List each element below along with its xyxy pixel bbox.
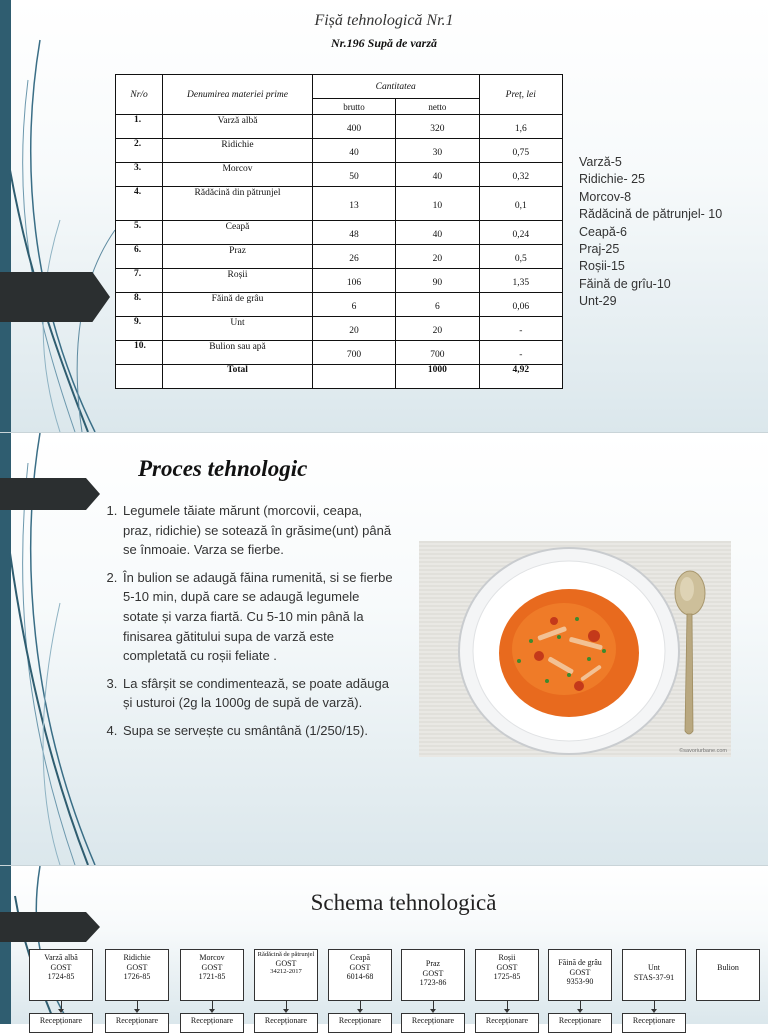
- box-line: GOST: [201, 962, 223, 972]
- cell-price: 0,06: [479, 293, 562, 317]
- ingredient-percentages: [579, 154, 722, 311]
- scheme-box-receiving: Recepționare: [401, 1013, 465, 1033]
- list-item: Morcov-8: [579, 189, 632, 204]
- cell-nr: 9.: [116, 317, 163, 341]
- box-line: 1721-85: [198, 972, 226, 981]
- box-line: 1726-85: [123, 972, 151, 981]
- box-line: GOST: [50, 962, 72, 972]
- cell-netto: 320: [396, 115, 479, 139]
- scheme-box-receiving: Recepționare: [622, 1013, 686, 1033]
- cell-name: Morcov: [163, 163, 313, 187]
- slide-recipe-card: [0, 0, 768, 432]
- cell-nr: 3.: [116, 163, 163, 187]
- scheme-box-receiving: Recepționare: [254, 1013, 318, 1033]
- box-line: 1723-86: [419, 978, 447, 987]
- box-line: Făină de grâu: [558, 958, 602, 967]
- box-line: Bulion: [717, 963, 739, 972]
- flow-arrow: [580, 1001, 581, 1011]
- header-name: Denumirea materiei prime: [163, 75, 313, 115]
- scheme-box: [548, 949, 612, 1001]
- scheme-box-receiving: Recepționare: [105, 1013, 169, 1033]
- cell-empty: [116, 365, 163, 389]
- cell-price: 0,5: [479, 245, 562, 269]
- scheme-box-receiving: Recepționare: [548, 1013, 612, 1033]
- cell-name: Varză albă: [163, 115, 313, 139]
- header-brutto: brutto: [312, 99, 395, 115]
- cell-brutto: 6: [312, 293, 395, 317]
- header-price: Preț, lei: [479, 75, 562, 115]
- flow-arrow: [286, 1001, 287, 1011]
- box-line: GOST: [349, 962, 371, 972]
- table-row: [116, 163, 563, 187]
- scheme-box: [328, 949, 392, 1001]
- box-line: Rădăcină de pătrunjel: [257, 951, 315, 958]
- cell-nr: 10.: [116, 341, 163, 365]
- scheme-box: [180, 949, 244, 1001]
- cell-brutto: 50: [312, 163, 395, 187]
- table-row: [116, 269, 563, 293]
- cell-netto: 90: [396, 269, 479, 293]
- flow-arrow: [654, 1001, 655, 1011]
- cell-brutto: 400: [312, 115, 395, 139]
- scheme-box-receiving: Recepționare: [180, 1013, 244, 1033]
- table-row: [116, 293, 563, 317]
- cell-netto: 10: [396, 187, 479, 221]
- cell-price: 0,24: [479, 221, 562, 245]
- list-item: Roșii-15: [579, 259, 625, 274]
- box-line: GOST: [422, 968, 444, 978]
- header-quantity: Cantitatea: [312, 75, 479, 99]
- list-item: Varză-5: [579, 155, 622, 169]
- soup-photo: [419, 541, 731, 757]
- cell-netto: 20: [396, 317, 479, 341]
- cell-nr: 7.: [116, 269, 163, 293]
- page-subtitle: Nr.196 Supă de varză: [330, 36, 437, 50]
- scheme-box: [622, 949, 686, 1001]
- box-line: 1724-85: [47, 972, 75, 981]
- scheme-box-receiving: Recepționare: [29, 1013, 93, 1033]
- cell-nr: 1.: [116, 115, 163, 139]
- box-line: Ridichie: [123, 953, 151, 962]
- cell-netto: 700: [396, 341, 479, 365]
- cell-brutto: 20: [312, 317, 395, 341]
- total-netto: 1000: [396, 365, 479, 389]
- list-item: 3. La sfârșit se condimentează, se poate adăuga și usturoi (2g la 1000g de supă de varză).: [121, 674, 393, 713]
- cell-nr: 4.: [116, 187, 163, 221]
- list-item: Praj-25: [579, 242, 620, 257]
- cell-price: -: [479, 341, 562, 365]
- cell-brutto: 48: [312, 221, 395, 245]
- flow-arrow: [433, 1001, 434, 1011]
- section-tab: [0, 478, 100, 510]
- photo-credit: ©savoriurbane.com: [679, 748, 727, 754]
- box-line: 6014-68: [346, 972, 374, 981]
- cell-netto: 20: [396, 245, 479, 269]
- flow-arrow: [61, 1001, 62, 1011]
- box-line: GOST: [496, 962, 518, 972]
- cell-price: -: [479, 317, 562, 341]
- scheme-box-receiving: Recepționare: [475, 1013, 539, 1033]
- cell-brutto: 106: [312, 269, 395, 293]
- list-item: Unt-29: [579, 294, 617, 309]
- scheme-box: [254, 949, 318, 1001]
- scheme-box: [696, 949, 760, 1001]
- cell-price: 0,1: [479, 187, 562, 221]
- scheme-title: Schema tehnologică: [310, 890, 497, 915]
- cell-name: Praz: [163, 245, 313, 269]
- soup-bowl-image: [419, 541, 731, 757]
- cell-netto: 6: [396, 293, 479, 317]
- list-item: Făină de grîu-10: [579, 276, 671, 291]
- cell-brutto: 13: [312, 187, 395, 221]
- cell-name: Rădăcină din pătrunjel: [163, 187, 313, 221]
- box-line: GOST: [275, 958, 297, 968]
- scheme-box-receiving: Recepționare: [328, 1013, 392, 1033]
- cell-name: Unt: [163, 317, 313, 341]
- cell-name: Bulion sau apă: [163, 341, 313, 365]
- table-row: [116, 245, 563, 269]
- list-item: 4. Supa se servește cu smântână (1/250/15).: [121, 721, 393, 741]
- scheme-box: [105, 949, 169, 1001]
- total-label: Total: [163, 365, 313, 389]
- ingredients-table: [115, 74, 563, 389]
- cell-netto: 30: [396, 139, 479, 163]
- box-line: GOST: [126, 962, 148, 972]
- scheme-box: [475, 949, 539, 1001]
- total-price: 4,92: [479, 365, 562, 389]
- cell-price: 0,75: [479, 139, 562, 163]
- cell-nr: 5.: [116, 221, 163, 245]
- section-title: Proces tehnologic: [138, 456, 308, 481]
- box-line: Ceapă: [350, 953, 370, 962]
- box-line: 9353-90: [566, 977, 594, 986]
- table-row: [116, 317, 563, 341]
- cell-name: Făină de grâu: [163, 293, 313, 317]
- cell-price: 1,6: [479, 115, 562, 139]
- cell-name: Ceapă: [163, 221, 313, 245]
- table-row: [116, 221, 563, 245]
- section-tab: [0, 272, 110, 322]
- cell-name: Roșii: [163, 269, 313, 293]
- cell-brutto: 700: [312, 341, 395, 365]
- flow-arrow: [212, 1001, 213, 1011]
- cell-nr: 2.: [116, 139, 163, 163]
- table-total-row: [116, 365, 563, 389]
- table-row: [116, 341, 563, 365]
- scheme-box: [29, 949, 93, 1001]
- list-item: Ridichie- 25: [579, 172, 646, 187]
- header-netto: netto: [396, 99, 479, 115]
- table-row: [116, 187, 563, 221]
- box-line: Varză albă: [44, 953, 78, 962]
- section-tab: [0, 912, 100, 942]
- flow-arrow: [507, 1001, 508, 1011]
- box-line: Roșii: [498, 953, 516, 962]
- cell-netto: 40: [396, 163, 479, 187]
- box-line: 34212-2017: [270, 968, 302, 975]
- list-item: Rădăcină de pătrunjel- 10: [579, 207, 723, 222]
- list-item: 2. În bulion se adaugă făina rumenită, si se fierbe 5-10 min, după care se adaugă legumele sotate și varza fiartă. Cu 5-10 min până la finisarea gătitului supa de varză este completată cu roșii feliate .: [121, 568, 393, 666]
- box-line: 1725-85: [493, 972, 521, 981]
- scheme-box: [401, 949, 465, 1001]
- cell-name: Ridichie: [163, 139, 313, 163]
- table-row: [116, 139, 563, 163]
- box-line: Praz: [425, 959, 441, 968]
- page-title: Fișă tehnologică Nr.1: [314, 12, 454, 29]
- cell-nr: 6.: [116, 245, 163, 269]
- flow-arrow: [360, 1001, 361, 1011]
- cell-brutto: 26: [312, 245, 395, 269]
- cell-brutto: 40: [312, 139, 395, 163]
- flow-arrow: [137, 1001, 138, 1011]
- box-line: Morcov: [199, 953, 225, 962]
- cell-price: 1,35: [479, 269, 562, 293]
- box-line: STAS-37-91: [633, 972, 675, 982]
- cell-empty: [312, 365, 395, 389]
- cell-nr: 8.: [116, 293, 163, 317]
- decorative-curves: [0, 0, 120, 432]
- process-steps: [99, 501, 393, 749]
- table-row: [116, 115, 563, 139]
- list-item: 1. Legumele tăiate mărunt (morcovii, ceapa, praz, ridichie) se sotează în grăsime(unt) până se înmoaie. Varza se fierbe.: [121, 501, 393, 560]
- box-line: Unt: [648, 963, 660, 972]
- list-item: Ceapă-6: [579, 224, 627, 239]
- header-nr: Nr/o: [116, 75, 163, 115]
- cell-netto: 40: [396, 221, 479, 245]
- box-line: GOST: [569, 967, 591, 977]
- cell-price: 0,32: [479, 163, 562, 187]
